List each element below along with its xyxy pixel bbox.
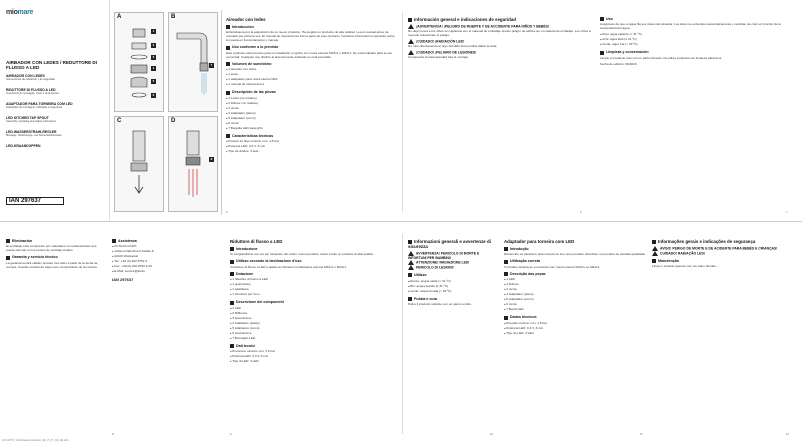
- section-heading: Manutenção: [652, 259, 796, 263]
- list-item: ● Blu: acqua tiepida (≤ 31 ºC): [408, 284, 498, 289]
- bottom-spread: [0, 222, 802, 444]
- logo-main: mio: [6, 9, 18, 16]
- section-title: Informazioni generali e avvertenze di sicurezza: [408, 239, 491, 249]
- list-item: ● 5 Adattatore (curvo): [230, 326, 400, 331]
- section-heading: Assistenza: [112, 239, 224, 243]
- illustration-panel: [112, 10, 222, 215]
- page-number: 5: [226, 211, 228, 214]
- service-column: [112, 236, 224, 426]
- service-street: ● Johann-Hahnbruch-Straße 8: [112, 249, 224, 254]
- paragraph: Limpe o produto apenas com um pano húmido.: [652, 264, 717, 269]
- figure-label: B: [171, 14, 176, 20]
- list-item: ● 1 junta: [226, 72, 396, 77]
- list-item: ● 3 Junta: [504, 287, 646, 292]
- list-item: ● Rojo: agua caliente (> 31 ºC): [600, 32, 796, 37]
- list-item: ● 1 Ledes (no rotativo): [226, 96, 396, 101]
- service-tel: ● Tel.: +49 (0) 202 8752 4: [112, 259, 224, 264]
- paragraph: Ci congratuliamo con voi per l'acquisto del vostro nuovo prodotto. Avete scelto un prodotto di alta qualità.: [230, 252, 374, 257]
- product-title: AIRBADOR CON LEDES / REDUTTORE DI FLUSSO A LED: [6, 60, 98, 71]
- tap-drawing: [169, 13, 217, 111]
- section-title: Aireador con ledes: [226, 17, 266, 22]
- list-item: ● Verde: agua fría (< 29 ºC): [600, 42, 796, 47]
- service-ian: IAN 297637: [112, 277, 134, 283]
- brand-logo: [6, 9, 33, 18]
- part-number: 3: [152, 55, 155, 59]
- list-item: ● 1 riduttore di flusso a LED: [230, 277, 400, 282]
- part-number: 5: [152, 79, 155, 83]
- cover-item: [6, 74, 106, 81]
- logo-accent: mare: [17, 9, 34, 16]
- list-item: ● 1 guarnizione: [230, 282, 400, 287]
- list-item: ● 1 LED: [230, 306, 400, 311]
- section-heading: Introdução: [504, 247, 646, 251]
- part-number: 6: [152, 93, 155, 97]
- list-item: ● Potência LED: 0,3 V, 6 mA: [504, 326, 646, 331]
- warning: ATTENZIONE! RADIAZIONE LED!: [408, 260, 498, 265]
- paragraph: Este producto está previsto para su instalación en grifos con rosca exterior M22x1 o M24x1. No está indicado para el uso comercial. Cualquier uso distinto al anteriormente indicado no está permitido.: [226, 50, 393, 59]
- cover-item-subtitle: Assembly, operating and safety instructions: [6, 120, 56, 123]
- page-number: 11: [640, 433, 643, 436]
- warning: PERICOLO DI LESIONI!: [408, 265, 498, 270]
- cover-item-title: AIREADOR CON LEDES: [6, 74, 45, 78]
- part-number: 8: [210, 157, 213, 161]
- print-footer: IAN 297637_LED-Wasserstrahlregler_ES_IT_PT_GB_DE.indb: [2, 439, 69, 442]
- fold-line: [402, 234, 403, 434]
- warning-icon: [652, 251, 658, 256]
- service-mail: ● E-Mail: service@kil.de: [112, 269, 224, 274]
- list-item: ● Presión de flujo mínima: mín. 1,5 bar: [226, 139, 396, 144]
- warning: AVVERTENZA! PERICOLO DI MORTE E INFORTUNI PER BAMBINI!: [408, 251, 480, 260]
- assembly-drawing: [115, 117, 163, 211]
- list-item: ● Pressione minima: min. 1,5 bar: [230, 349, 400, 354]
- it-column-2: [408, 236, 498, 426]
- list-item: ● 1 LED: [504, 277, 646, 282]
- paragraph: Pulire il prodotto soltanto con un panno umido.: [408, 302, 472, 307]
- section-title: Informações gerais e indicações de segurança: [652, 239, 796, 244]
- list-item: ● 1 aireador con ledes: [226, 67, 396, 72]
- paragraph: Limpie el producto solo con un paño húmedo. No utilice productos de limpieza abrasivos.: [600, 55, 723, 60]
- section-heading: Utilizzo: [408, 273, 498, 277]
- fold-line: [402, 12, 403, 212]
- warning: ¡ADVERTENCIA! ¡PELIGRO DE MUERTE Y DE ACCIDENTE PARA NIÑOS Y BEBÉS!: [408, 24, 594, 29]
- page-number: 9: [230, 433, 232, 436]
- part-number: 1: [152, 29, 155, 33]
- pt-column-2: [652, 236, 796, 426]
- paragraph: El embalaje está compuesto por materiales no contaminantes que puede eliminar en los puntos de reciclaje locales.: [6, 244, 97, 253]
- cover-item: [6, 116, 106, 123]
- section-heading: Dotazione: [230, 272, 400, 276]
- section-heading: Dati tecnici: [230, 344, 400, 348]
- cover-item-title: LED KITCHEN TAP SPOUT: [6, 116, 49, 120]
- list-item: ● 7 Boquilla LED para grifo: [226, 126, 396, 131]
- page-number: 10: [490, 433, 493, 436]
- list-item: ● 1 manual de instrucciones: [226, 82, 396, 87]
- list-item: ● 4 Adaptador (plano): [504, 292, 646, 297]
- paragraph: Damos-lhe os parabéns pela compra do seu novo produto. Escolheu um produto de elevada qualidade.: [504, 252, 646, 257]
- list-item: ● 7 Boccaglio LED: [230, 336, 400, 341]
- section-heading: Descrição das peças: [504, 272, 646, 276]
- warning: ¡CUIDADO! ¡RADIACIÓN LED!: [408, 39, 594, 44]
- section-title: Riduttore di flusso a LED: [230, 239, 283, 244]
- list-item: ● Tipo de diodos: 3 leds: [226, 149, 396, 154]
- page-number: 6: [580, 211, 582, 214]
- list-item: ● 5 Adaptador (curvo): [504, 297, 646, 302]
- list-item: ● Azul: agua tibia (≤ 31 ºC): [600, 37, 796, 42]
- cover-item-subtitle: Montage-, Bedienungs- und Sicherheitshinweise: [6, 134, 62, 137]
- list-item: ● 4 Adattatore (piatto): [230, 321, 400, 326]
- cover-item-subtitle: Avvertenze di montaggio, d'uso e di sicurezza: [6, 92, 59, 95]
- ian-box: IAN 297637: [6, 197, 64, 205]
- list-item: ● Tipo di LED: 3 LED: [230, 359, 400, 364]
- list-item: ● 4 Adaptador (plano): [226, 111, 396, 116]
- list-item: ● 3 Guarnizione: [230, 316, 400, 321]
- list-item: ● Potenza LED: 0,3 V, 6 mA: [230, 354, 400, 359]
- section-heading: Descripción de las piezas: [226, 90, 396, 94]
- list-item: ● Potencia LED: 0,3 V, 6 mA: [226, 144, 396, 149]
- list-item: ● 1 istruzioni per l'uso: [230, 292, 400, 297]
- pt-column-1: [504, 236, 646, 426]
- section-heading: Volumen de suministro: [226, 62, 396, 66]
- paragraph: Compruebe la estanqueidad tras el montaje.: [408, 55, 469, 59]
- es-column-1: [226, 14, 396, 204]
- list-item: ● 2 Diffusore: [230, 311, 400, 316]
- list-item: ● Verde: acqua fredda (< 29 ºC): [408, 289, 498, 294]
- section-heading: Limpieza y conservación: [600, 50, 796, 54]
- cover-page: [0, 0, 110, 222]
- cover-item: [6, 88, 106, 95]
- section-heading: Descrizione dei componenti: [230, 300, 400, 304]
- section-heading: Introduzione: [230, 247, 400, 251]
- part-number: 2: [152, 43, 155, 47]
- cover-item-title: LED-KRAANDOPPEN: [6, 144, 41, 148]
- paragraph: O produto destina-se a torneiras com rosca exterior M22x1 ou M24x1.: [504, 264, 601, 269]
- warning: CUIDADO! RADIAÇÃO LED!: [652, 251, 796, 256]
- part-number: 7: [210, 63, 213, 67]
- list-item: ● 6 Guarnizione: [230, 331, 400, 336]
- it-column-1: [230, 236, 400, 426]
- list-item: ● Tipo de LED: 3 LED: [504, 331, 646, 336]
- section-heading: Introducción: [226, 25, 396, 29]
- section-heading: Uso conforme a lo previsto: [226, 45, 396, 49]
- section-heading: Utilizzo secondo la destinazione d'uso: [230, 259, 400, 263]
- paragraph: No deje nunca a los niños sin vigilancia con el material de embalaje. Existe peligro de asfixia por el material de embalaje. Los niños a menudo subestiman el peligro.: [408, 29, 591, 37]
- edition-date: Fecha de edición: 06/2018: [600, 61, 637, 66]
- section-heading: Uso: [600, 17, 796, 21]
- cover-item: [6, 130, 106, 137]
- section-title: Adaptador para torneira com LED: [504, 239, 575, 244]
- es-column-4: [6, 236, 106, 426]
- section-heading: Eliminación: [6, 239, 106, 243]
- cover-item: [6, 102, 106, 109]
- warning-icon: [408, 265, 414, 270]
- figure-b: [168, 12, 218, 112]
- section-heading: Garantía y servicio técnico: [6, 255, 106, 259]
- section-heading: Características técnicas: [226, 134, 396, 138]
- figure-label: D: [171, 118, 176, 124]
- list-item: ● Pressão mínima: mín. 1,5 bar: [504, 321, 646, 326]
- cover-item-title: ADAPTADOR PARA TORNEIRA COM LED: [6, 102, 73, 106]
- service-fax: ● Fax: +49 (0) 202 8752 4-29: [112, 264, 224, 269]
- paragraph: No mire directamente al rayo del LED. Esto podría dañar la vista.: [408, 44, 498, 48]
- list-item: ● 1 adattatore: [230, 287, 400, 292]
- paragraph: Il riduttore di flusso a LED è adatto ai rubinetti con filettatura esterna M22x1 o M24x1.: [230, 264, 347, 269]
- list-item: ● 2 Difusor (no rotativo): [226, 101, 396, 106]
- es-column-2: [408, 14, 594, 204]
- cover-item-subtitle: Indicações de montagem, utilização e segurança: [6, 106, 63, 109]
- section-heading: Pulizia e cura: [408, 297, 498, 301]
- section-title: Información general e indicaciones de seguridad: [408, 17, 594, 22]
- page-number: 12: [786, 433, 789, 436]
- paragraph: Enhorabuena por la adquisición de su nuevo producto. Ha elegido un producto de alta calidad. Lea el manual antes de montarlo por primera vez. El manual de instrucciones forma parte de este producto. Contiene información importante sobre la puesta en funcionamiento y manejo.: [226, 30, 395, 43]
- cover-item-title: RIDUTTORE DI FLUSSO A LED: [6, 88, 56, 92]
- section-heading: Utilização correta: [504, 259, 646, 263]
- list-item: ● Rosso: acqua calda (> 31 ºC): [408, 279, 498, 284]
- section-heading: Dados técnicos: [504, 315, 646, 319]
- list-item: ● 1 adaptador para rosca interior M24: [226, 77, 396, 82]
- part-number: 4: [152, 66, 155, 70]
- figure-c: [114, 116, 164, 212]
- cover-item: [6, 144, 106, 148]
- service-city: ● 42103 Wuppertal: [112, 254, 224, 259]
- page-number: 8: [112, 433, 114, 436]
- list-item: ● 2 Difusor: [504, 282, 646, 287]
- figure-label: A: [117, 14, 122, 20]
- list-item: ● 3 Junta: [226, 106, 396, 111]
- led-color-drawing: [169, 117, 217, 211]
- paragraph: La garantía tendrá validez durante tres años a partir de la fecha de compra. Guarde el ticket de caja como comprobante de la compra.: [6, 260, 98, 269]
- list-item: ● 6 Junta: [504, 302, 646, 307]
- warning: ¡CUIDADO! ¡PELIGRO DE LESIONES!: [408, 50, 594, 55]
- service-company: ● Kil Smith GmbH: [112, 244, 224, 249]
- figure-a: [114, 12, 164, 112]
- figure-d: [168, 116, 218, 212]
- figure-label: C: [117, 118, 122, 124]
- list-item: ● 7 Bocal LED: [504, 307, 646, 312]
- list-item: ● 6 Junta: [226, 121, 396, 126]
- cover-item-title: LED-WASSERSTRAHLREGLER: [6, 130, 57, 134]
- page-number: 7: [786, 211, 788, 214]
- cover-item-subtitle: Instrucciones de utilización y de seguridad: [6, 78, 55, 81]
- es-column-3: [600, 14, 796, 204]
- warning: AVISO! PERIGO DE MORTE E DE ACIDENTE PARA BEBÉS E CRIANÇAS!: [652, 246, 796, 251]
- paragraph: Asegúrese de que el agua fluya a través del aireador. Los ledes se encienden automáticamente y cambian de color en función de la temperatura del agua.: [600, 22, 781, 31]
- list-item: ● 5 Adaptador (curvo): [226, 116, 396, 121]
